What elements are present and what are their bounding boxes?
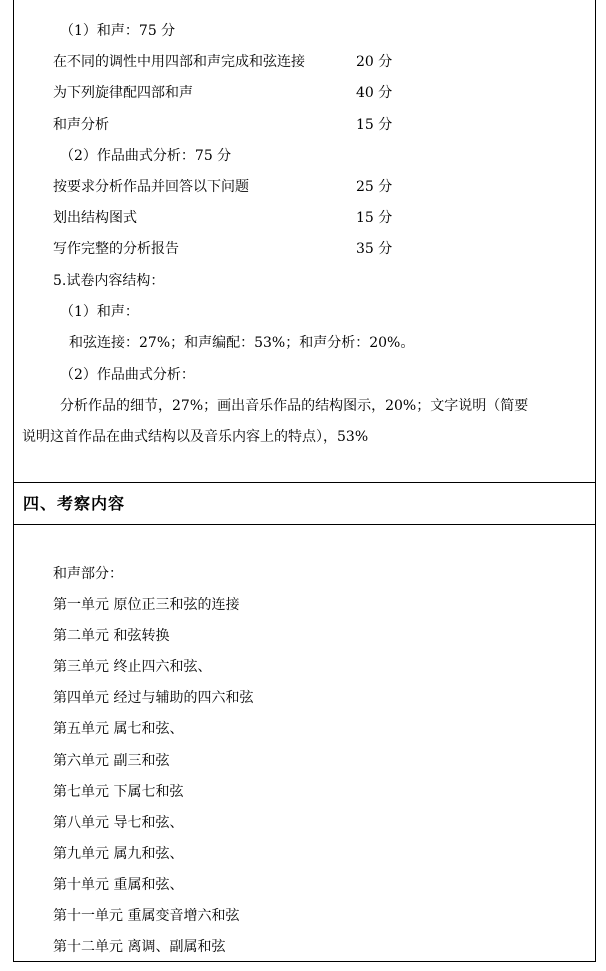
harmony-part-intro: 和声部分： — [53, 566, 123, 582]
structure-harmony-title: （1）和声： — [60, 304, 139, 320]
harmony-item-2-score: 40 分 — [356, 85, 393, 101]
analysis-item-2: 划出结构图式 — [53, 210, 137, 226]
unit-item: 第二单元 和弦转换 — [53, 628, 170, 644]
unit-item: 第五单元 属七和弦、 — [53, 721, 184, 737]
unit-item: 第三单元 终止四六和弦、 — [53, 659, 212, 675]
structure-analysis-line-2: 说明这首作品在曲式结构以及音乐内容上的特点），53% — [22, 429, 369, 445]
harmony-item-2: 为下列旋律配四部和声 — [53, 85, 193, 101]
section-divider-top — [14, 482, 595, 483]
analysis-title: （2）作品曲式分析：75 分 — [60, 148, 232, 164]
unit-item: 第四单元 经过与辅助的四六和弦 — [53, 690, 254, 706]
unit-item: 第十单元 重属和弦、 — [53, 877, 184, 893]
structure-analysis-line-1: 分析作品的细节，27%；画出音乐作品的结构图示，20%；文字说明（简要 — [60, 398, 529, 414]
harmony-item-1: 在不同的调性中用四部和声完成和弦连接 — [53, 54, 305, 70]
unit-item: 第十一单元 重属变音增六和弦 — [53, 908, 240, 924]
analysis-item-3: 写作完整的分析报告 — [53, 241, 179, 257]
document-frame — [13, 0, 596, 962]
analysis-item-1-score: 25 分 — [356, 179, 393, 195]
analysis-item-1: 按要求分析作品并回答以下问题 — [53, 179, 249, 195]
structure-harmony-text: 和弦连接：27%；和声编配：53%；和声分析：20%。 — [69, 335, 415, 351]
section-divider-bottom — [14, 524, 595, 525]
unit-item: 第六单元 副三和弦 — [53, 753, 170, 769]
harmony-item-3-score: 15 分 — [356, 117, 393, 133]
section-heading: 四、考察内容 — [23, 494, 126, 513]
unit-item: 第七单元 下属七和弦 — [53, 784, 184, 800]
analysis-item-3-score: 35 分 — [356, 241, 393, 257]
harmony-item-3: 和声分析 — [53, 117, 109, 133]
analysis-item-2-score: 15 分 — [356, 210, 393, 226]
unit-item: 第十二单元 离调、副属和弦 — [53, 939, 226, 955]
unit-item: 第一单元 原位正三和弦的连接 — [53, 597, 240, 613]
structure-title: 5.试卷内容结构： — [53, 273, 165, 289]
unit-item: 第九单元 属九和弦、 — [53, 846, 184, 862]
unit-item: 第八单元 导七和弦、 — [53, 815, 184, 831]
structure-analysis-title: （2）作品曲式分析： — [60, 367, 195, 383]
harmony-title: （1）和声：75 分 — [60, 23, 176, 39]
harmony-item-1-score: 20 分 — [356, 54, 393, 70]
